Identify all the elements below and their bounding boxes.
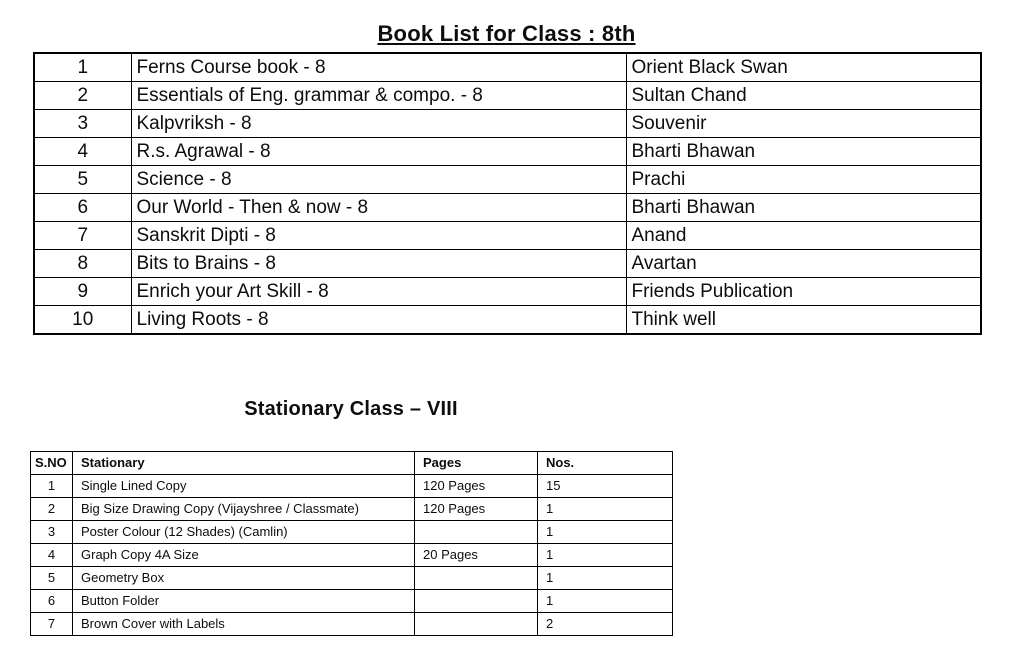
stationary-item-cell: Single Lined Copy [73,475,415,498]
stationary-table-body [31,475,673,636]
stationary-serial-number: 5 [31,567,73,590]
book-publisher-cell: Prachi [626,166,981,194]
stationary-table-row [31,521,673,544]
stationary-table [30,451,673,636]
book-title-cell: Sanskrit Dipti - 8 [131,222,626,250]
stationary-nos-cell: 1 [538,567,673,590]
book-list-body [34,53,981,334]
book-table-row [34,222,981,250]
stationary-table-row [31,544,673,567]
stationary-item-cell: Geometry Box [73,567,415,590]
stationary-pages-cell [415,590,538,613]
book-serial-number: 3 [34,110,131,138]
book-table-row [34,250,981,278]
book-table-row [34,306,981,335]
book-publisher-cell: Think well [626,306,981,335]
book-publisher-cell: Anand [626,222,981,250]
book-serial-number: 4 [34,138,131,166]
book-title-cell: Enrich your Art Skill - 8 [131,278,626,306]
book-publisher-cell: Sultan Chand [626,82,981,110]
book-serial-number: 2 [34,82,131,110]
book-title-cell: Our World - Then & now - 8 [131,194,626,222]
book-list-title: Book List for Class : 8th [377,21,636,46]
book-table-row [34,194,981,222]
book-publisher-cell: Avartan [626,250,981,278]
stationary-section [30,396,672,636]
book-list-section [33,22,980,335]
book-table-row [34,53,981,82]
stationary-item-cell: Big Size Drawing Copy (Vijayshree / Classmate) [73,498,415,521]
stationary-header-row [31,452,673,475]
book-table-row [34,278,981,306]
stationary-serial-number: 2 [31,498,73,521]
book-serial-number: 5 [34,166,131,194]
book-serial-number: 6 [34,194,131,222]
stationary-table-row [31,567,673,590]
book-list-table [33,52,982,335]
book-table-row [34,82,981,110]
book-title-cell: R.s. Agrawal - 8 [131,138,626,166]
book-publisher-cell: Bharti Bhawan [626,138,981,166]
book-title-cell: Kalpvriksh - 8 [131,110,626,138]
stationary-nos-cell: 1 [538,521,673,544]
stationary-table-row [31,475,673,498]
stationary-table-row [31,498,673,521]
stationary-header-item: Stationary [73,452,415,475]
stationary-serial-number: 6 [31,590,73,613]
stationary-pages-cell [415,567,538,590]
book-serial-number: 1 [34,53,131,82]
stationary-nos-cell: 1 [538,544,673,567]
stationary-item-cell: Poster Colour (12 Shades) (Camlin) [73,521,415,544]
stationary-serial-number: 3 [31,521,73,544]
stationary-nos-cell: 2 [538,613,673,636]
stationary-nos-cell: 1 [538,590,673,613]
book-title-cell: Ferns Course book - 8 [131,53,626,82]
stationary-table-row [31,590,673,613]
book-publisher-cell: Orient Black Swan [626,53,981,82]
stationary-table-row [31,613,673,636]
book-serial-number: 10 [34,306,131,335]
book-serial-number: 8 [34,250,131,278]
stationary-serial-number: 7 [31,613,73,636]
book-title-cell: Bits to Brains - 8 [131,250,626,278]
stationary-pages-cell: 120 Pages [415,475,538,498]
book-serial-number: 7 [34,222,131,250]
stationary-header-sno: S.NO [31,452,73,475]
book-title-cell: Science - 8 [131,166,626,194]
stationary-serial-number: 1 [31,475,73,498]
book-title-cell: Living Roots - 8 [131,306,626,335]
stationary-serial-number: 4 [31,544,73,567]
book-publisher-cell: Bharti Bhawan [626,194,981,222]
book-table-row [34,138,981,166]
book-table-row [34,110,981,138]
stationary-pages-cell [415,613,538,636]
stationary-item-cell: Graph Copy 4A Size [73,544,415,567]
stationary-table-head [31,452,673,475]
stationary-pages-cell: 120 Pages [415,498,538,521]
stationary-item-cell: Button Folder [73,590,415,613]
book-title-cell: Essentials of Eng. grammar & compo. - 8 [131,82,626,110]
book-table-row [34,166,981,194]
stationary-item-cell: Brown Cover with Labels [73,613,415,636]
book-serial-number: 9 [34,278,131,306]
book-publisher-cell: Friends Publication [626,278,981,306]
stationary-nos-cell: 1 [538,498,673,521]
stationary-pages-cell: 20 Pages [415,544,538,567]
stationary-pages-cell [415,521,538,544]
stationary-header-pages: Pages [415,452,538,475]
book-publisher-cell: Souvenir [626,110,981,138]
stationary-nos-cell: 15 [538,475,673,498]
stationary-header-nos: Nos. [538,452,673,475]
stationary-title: Stationary Class – VIII [244,398,458,420]
